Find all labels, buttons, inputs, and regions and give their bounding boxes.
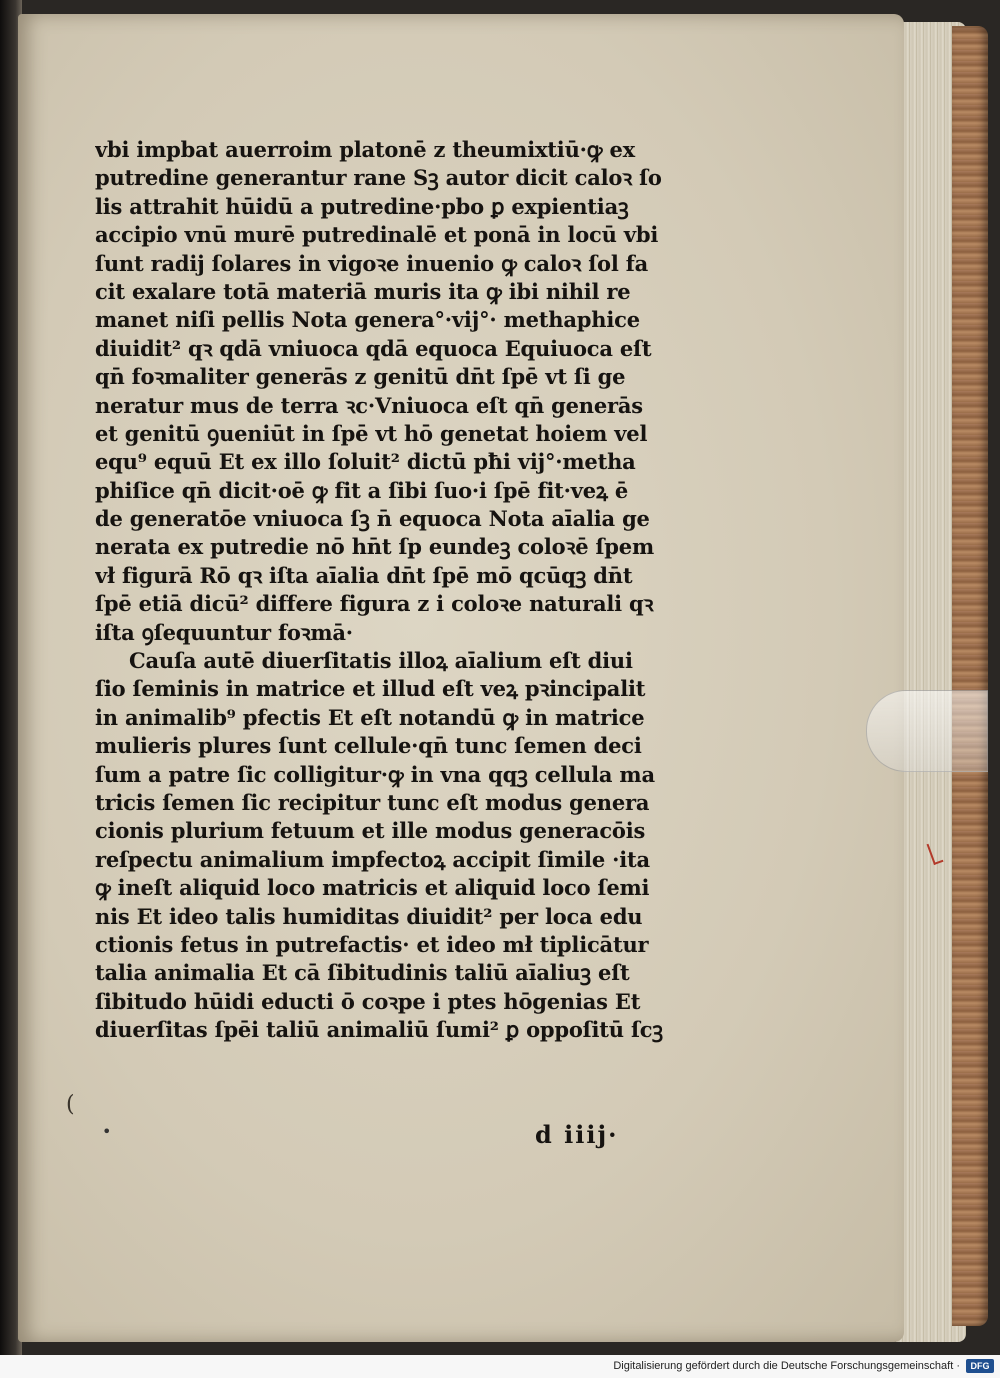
text-line: manet niſi pellis Nota genera°·vij°· methaphice	[95, 307, 640, 333]
text-line: ſibitudo hūidi educti ō coꝛpe i ptes hōgenias Et	[95, 988, 641, 1014]
text-line: ctionis fetus in putrefactis· et ideo mł tiplicātur	[95, 931, 649, 957]
text-line: tricis ſemen ſic recipitur tunc eſt modus genera	[95, 789, 650, 815]
page-text-block	[95, 136, 695, 1045]
text-line: et genitū ꝯueniūt in ſpē vt hō genetat hoiem vel	[95, 420, 648, 446]
text-line: iſta ꝯſequuntur foꝛmā·	[95, 619, 353, 645]
text-line: vbi impbat auerroim platonē z theumixtiū·ꝙ ex	[95, 137, 635, 162]
margin-bracket-mark: (	[66, 1092, 75, 1117]
text-line: mulieris plures ſunt cellule·qn̄ tunc ſemen deci	[95, 733, 642, 759]
funding-credit: Digitalisierung gefördert durch die Deutsche Forschungsgemeinschaft ·	[613, 1360, 960, 1372]
text-line: accipio vnū murē putredinalē et ponā in locū vbi	[95, 222, 659, 248]
text-line: ſpē etiā dicū² differe figura z i coloꝛe naturali qꝛ	[95, 591, 654, 617]
dfg-logo: DFG	[966, 1359, 994, 1373]
text-line: phiſice qn̄ dicit·oē ꝙ fit a ſibi ſuo·i ſpē fit·veꝝ ē	[95, 477, 629, 503]
text-line: putredine generantur rane Sꝫ autor dicit caloꝛ ſo	[95, 165, 662, 191]
text-line: nerata ex putredie nō hn̄t ſp eundeꝫ coloꝛē ſpem	[95, 534, 654, 560]
text-line: talia animalia Et cā ſibitudinis taliū aīaliuꝫ eſt	[95, 960, 630, 986]
text-line: cionis plurium fetuum et ille modus generacōis	[95, 818, 646, 844]
text-line: ꝙ ineſt aliquid loco matricis et aliquid loco ſemi	[95, 875, 650, 901]
text-line: cit exalare totā materiā muris ita ꝙ ibi nihil re	[95, 278, 631, 304]
plastic-page-clip	[866, 690, 988, 772]
footer-bar	[0, 1355, 1000, 1378]
text-line: qn̄ foꝛmaliter generās z genitū dn̄t ſpē vt ſi ge	[95, 364, 626, 390]
text-line: in animalib⁹ pfectis Et eſt notandū ꝙ in matrice	[95, 704, 645, 730]
text-line: diuidit² qꝛ qdā vniuoca qdā equoca Equiuoca eſt	[95, 335, 652, 361]
text-line: equ⁹ equū Et ex illo ſoluit² dictū pħi vij°·metha	[95, 449, 636, 475]
text-line: diuerſitas ſpēi taliū animaliū ſumi² ꝑ oppoſitū ſcꝫ	[95, 1017, 663, 1043]
text-line: ſio ſeminis in matrice et illud eſt veꝝ pꝛincipalit	[95, 676, 646, 702]
margin-dot-mark: •	[102, 1122, 112, 1141]
text-line: neratur mus de terra ꝛc·Vniuoca eſt qn̄ generās	[95, 392, 643, 418]
text-line: lis attrahit hūidū a putredine·pbo ꝑ expientiaꝫ	[95, 193, 629, 219]
text-line: ſum a patre ſic colligitur·ꝙ in vna qqꝫ cellula ma	[95, 761, 655, 787]
signature-mark: d iiij·	[535, 1120, 619, 1149]
paragraph-start-line: Cauſa autē diuerſitatis illoꝝ aīalium eſt diui	[129, 648, 633, 674]
book-cover-edge	[952, 26, 988, 1326]
text-line: de generatōe vniuoca ſꝫ n̄ equoca Nota aīalia ge	[95, 506, 650, 532]
text-line: ſunt radij ſolares in vigoꝛe inuenio ꝙ caloꝛ ſol fa	[95, 250, 648, 276]
text-line: vł figurā Rō qꝛ iſta aīalia dn̄t ſpē mō qcūqꝫ dn̄t	[95, 562, 633, 588]
text-line: nis Et ideo talis humiditas diuidit² per loca edu	[95, 903, 643, 929]
text-line: reſpectu animalium impfectoꝝ accipit ſimile ·ita	[95, 846, 650, 872]
